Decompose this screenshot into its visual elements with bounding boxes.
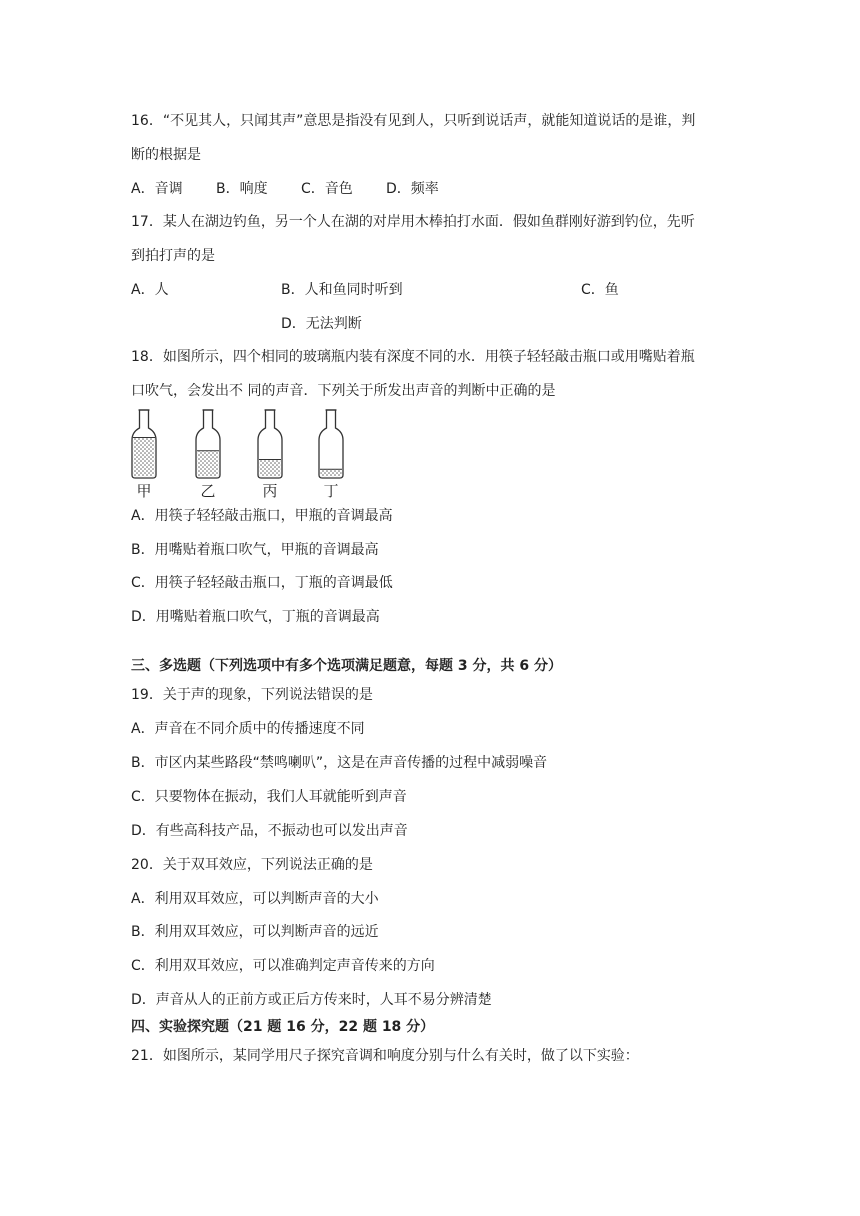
bottles-figure: [126, 406, 366, 502]
q16-stem-line2: 断的根据是: [131, 147, 201, 163]
q17-option-d: D．无法判断: [281, 316, 362, 332]
q17-option-c: C．鱼: [581, 282, 619, 298]
q20-option-a: A．利用双耳效应，可以判断声音的大小: [131, 891, 379, 907]
q21-stem: 21．如图所示，某同学用尺子探究音调和响度分别与什么有关时，做了以下实验：: [131, 1048, 639, 1064]
bottle-jia: [132, 410, 156, 478]
q16-option-b: B．响度: [216, 181, 268, 197]
section-3-heading: 三、多选题（下列选项中有多个选项满足题意，每题 3 分，共 6 分）: [131, 658, 562, 674]
q20-option-c: C．利用双耳效应，可以准确判定声音传来的方向: [131, 958, 435, 974]
q18-option-a: A．用筷子轻轻敲击瓶口，甲瓶的音调最高: [131, 508, 393, 524]
q19-option-b: B．市区内某些路段“禁鸣喇叭”，这是在声音传播的过程中减弱噪音: [131, 755, 548, 771]
section-4-heading: 四、实验探究题（21 题 16 分，22 题 18 分）: [131, 1019, 435, 1035]
q16-option-d: D．频率: [386, 181, 439, 197]
bottle-yi: [196, 410, 220, 478]
q20-option-d: D．声音从人的正前方或正后方传来时，人耳不易分辨清楚: [131, 992, 492, 1008]
q18-stem-line1: 18．如图所示，四个相同的玻璃瓶内装有深度不同的水．用筷子轻轻敲击瓶口或用嘴贴着瓶: [131, 349, 695, 365]
label-bing: 丙: [262, 482, 278, 500]
q19-option-d: D．有些高科技产品，不振动也可以发出声音: [131, 823, 408, 839]
q19-option-a: A．声音在不同介质中的传播速度不同: [131, 721, 365, 737]
water-level: [321, 469, 342, 476]
label-ding: 丁: [323, 482, 339, 500]
water-level: [198, 451, 219, 477]
water-level: [134, 438, 155, 477]
label-yi: 乙: [200, 482, 216, 500]
q16-option-c: C．音色: [301, 181, 353, 197]
q16-option-a: A．音调: [131, 181, 183, 197]
bottle-bing: [258, 410, 282, 478]
q17-option-b: B．人和鱼同时听到: [281, 282, 403, 298]
q18-option-d: D．用嘴贴着瓶口吹气，丁瓶的音调最高: [131, 609, 380, 625]
q18-option-b: B．用嘴贴着瓶口吹气，甲瓶的音调最高: [131, 542, 379, 558]
label-jia: 甲: [136, 482, 152, 500]
water-level: [260, 460, 281, 477]
q18-option-c: C．用筷子轻轻敲击瓶口，丁瓶的音调最低: [131, 575, 393, 591]
q18-stem-line2: 口吹气，会发出不 同的声音．下列关于所发出声音的判断中正确的是: [131, 383, 556, 399]
q16-stem-line1: 16．“不见其人，只闻其声”意思是指没有见到人，只听到说话声，就能知道说话的是谁，判: [131, 113, 696, 129]
q17-stem-line2: 到拍打声的是: [131, 248, 215, 264]
q19-option-c: C．只要物体在振动，我们人耳就能听到声音: [131, 789, 407, 805]
q17-stem-line1: 17．某人在湖边钓鱼，另一个人在湖的对岸用木棒拍打水面．假如鱼群刚好游到钓位，先听: [131, 214, 695, 230]
q19-stem: 19．关于声的现象，下列说法错误的是: [131, 687, 373, 703]
q20-option-b: B．利用双耳效应，可以判断声音的远近: [131, 924, 379, 940]
q20-stem: 20．关于双耳效应，下列说法正确的是: [131, 857, 373, 873]
q17-option-a: A．人: [131, 282, 169, 298]
bottle-ding: [319, 410, 343, 478]
